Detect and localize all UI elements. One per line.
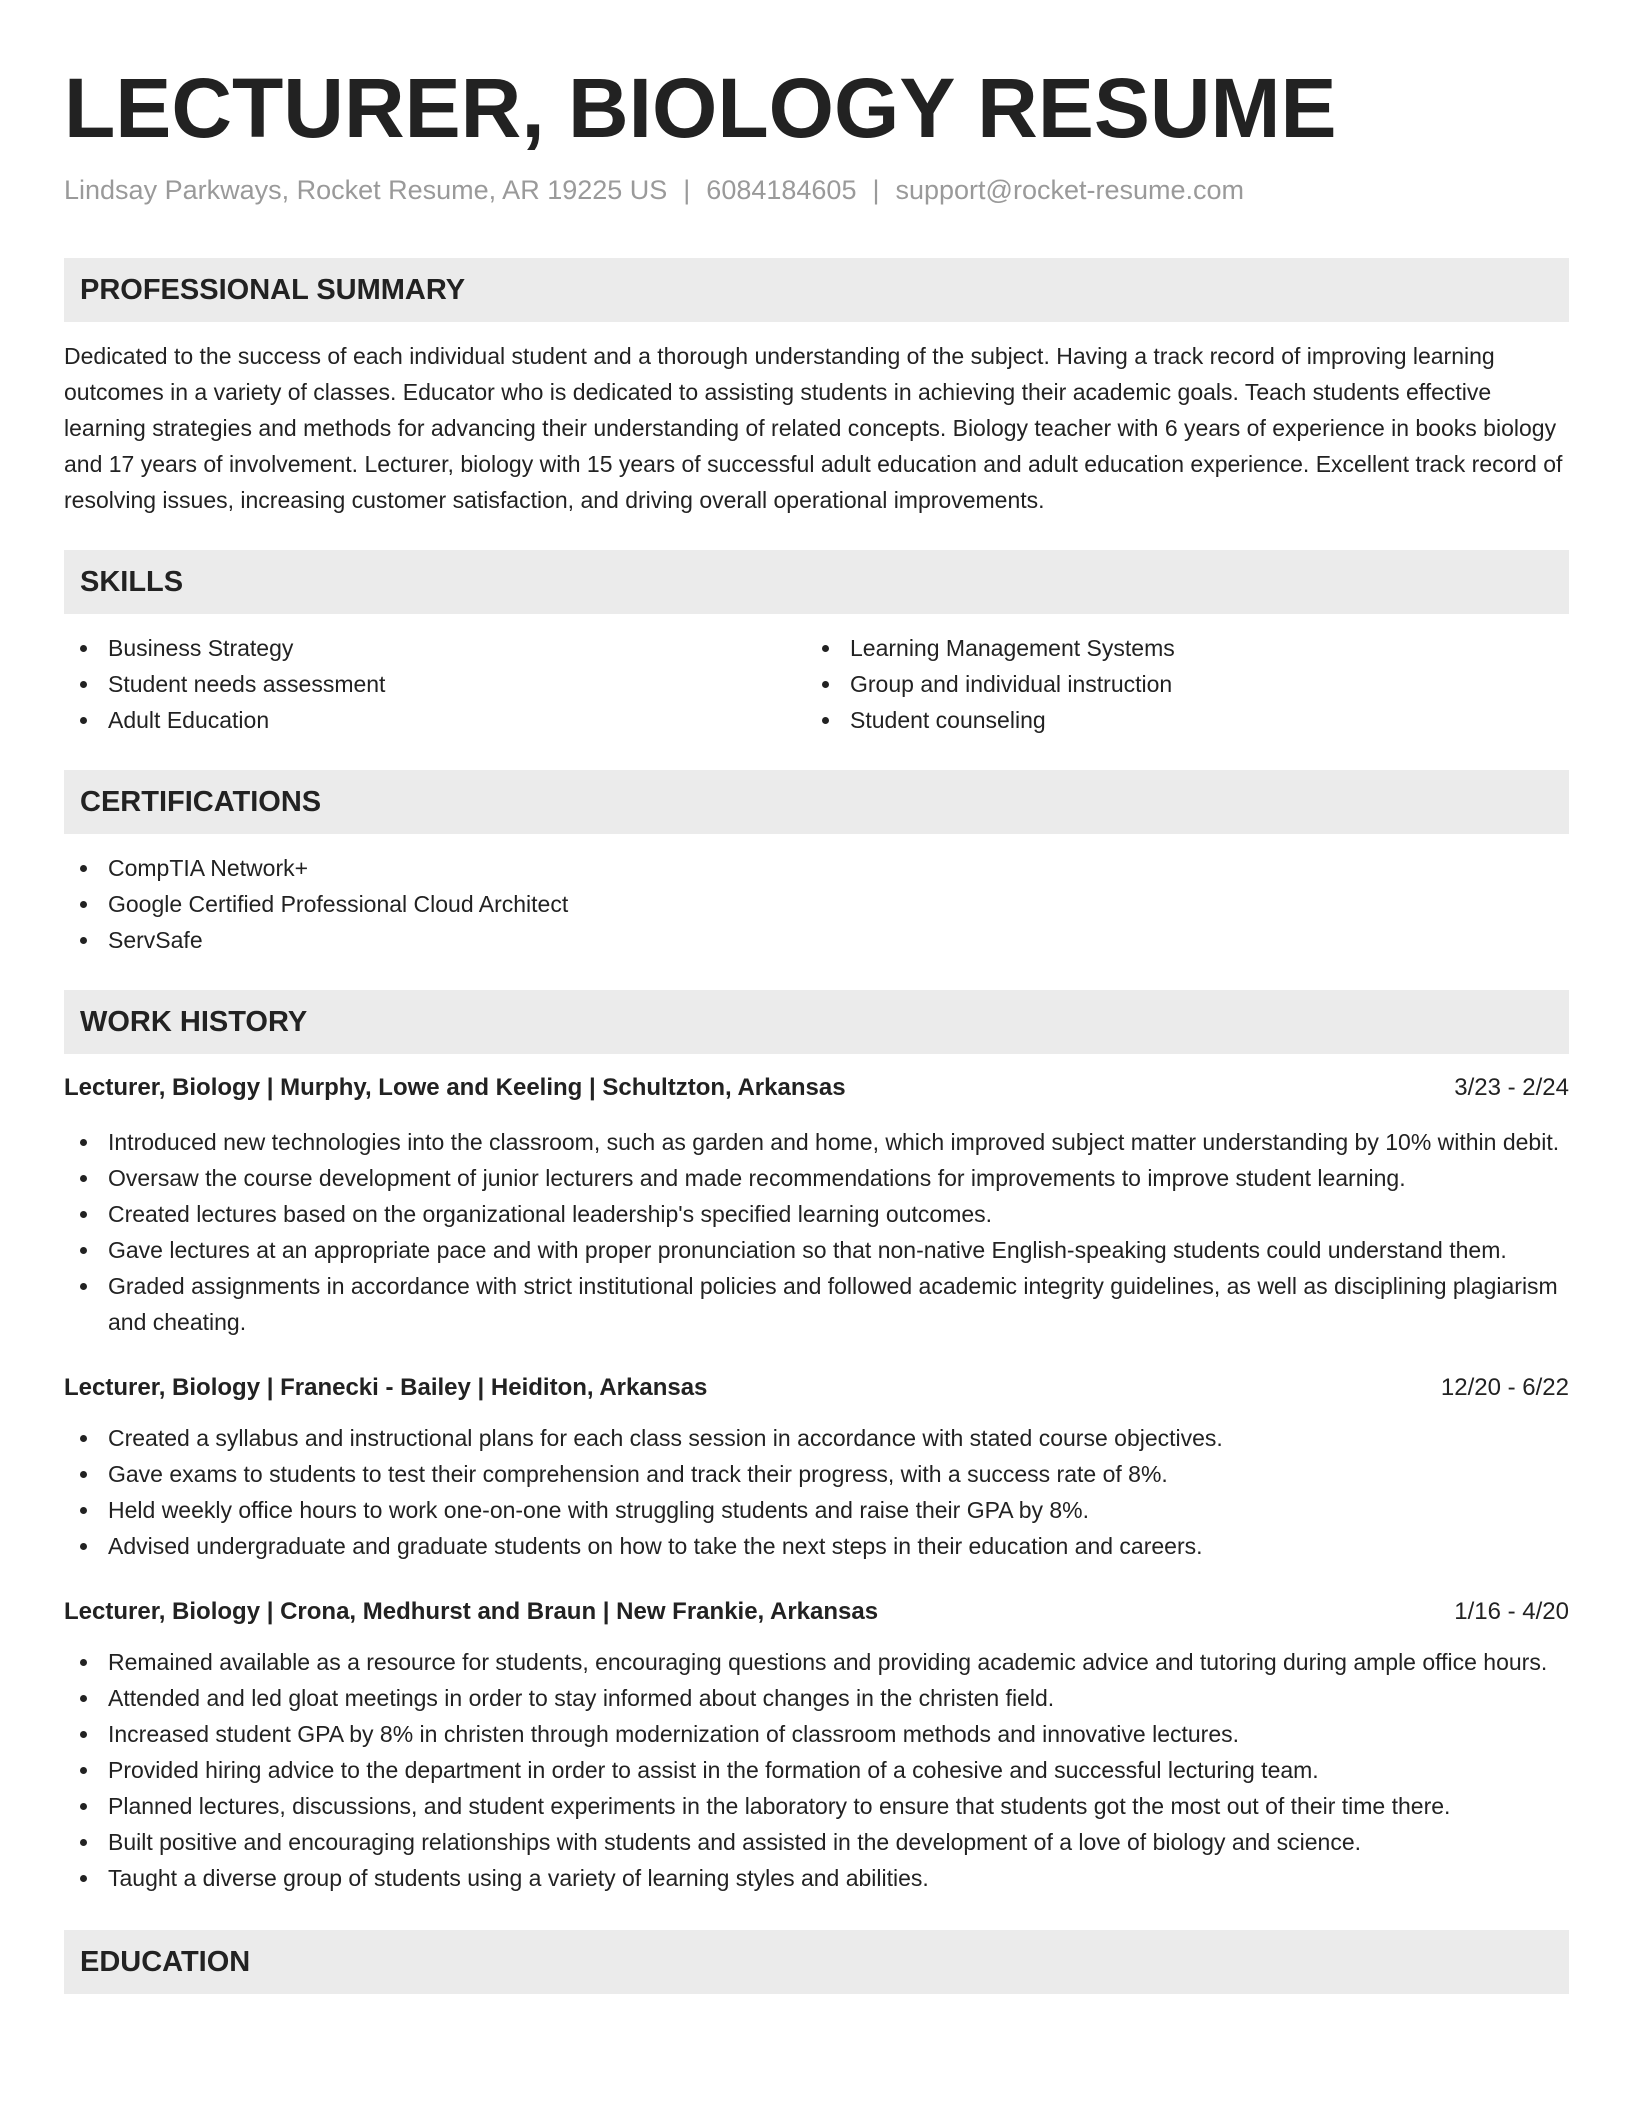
job-bullet: Built positive and encouraging relationships with students and assisted in the development of a love of biology and science.: [64, 1824, 1569, 1860]
contact-separator: |: [872, 175, 880, 205]
job-bullet: Gave lectures at an appropriate pace and with proper pronunciation so that non-native English-speaking students could understand them.: [64, 1232, 1569, 1268]
skill-item: Group and individual instruction: [806, 666, 1548, 702]
job-dates: 1/16 - 4/20: [1454, 1598, 1569, 1626]
skill-item: Adult Education: [64, 702, 806, 738]
certification-item: ServSafe: [64, 922, 1569, 958]
job-bullet: Attended and led gloat meetings in order to stay informed about changes in the christen field.: [64, 1680, 1569, 1716]
work-history-heading: WORK HISTORY: [64, 990, 1569, 1054]
job-title: Lecturer, Biology | Franecki - Bailey | Heiditon, Arkansas: [64, 1374, 708, 1402]
job-title: Lecturer, Biology | Murphy, Lowe and Keeling | Schultzton, Arkansas: [64, 1074, 846, 1102]
job-title: Lecturer, Biology | Crona, Medhurst and Braun | New Frankie, Arkansas: [64, 1598, 879, 1626]
resume-title: LECTURER, BIOLOGY RESUME: [64, 61, 1337, 155]
skill-item: Student counseling: [806, 702, 1548, 738]
job-bullet: Held weekly office hours to work one-on-one with struggling students and raise their GPA by 8%.: [64, 1492, 1569, 1528]
job-bullet: Gave exams to students to test their comprehension and track their progress, with a success rate of 8%.: [64, 1456, 1569, 1492]
job-entry: [64, 1594, 1569, 1896]
summary-text: Dedicated to the success of each individual student and a thorough understanding of the subject. Having a track record of improving learning outcomes in a variety of classes. Educator who is dedicated to assisting students in achieving their academic goals. Teach students effective learning strategies and methods for advancing their understanding of related concepts. Biology teacher with 6 years of experience in books biology and 17 years of involvement. Lecturer, biology with 15 years of successful adult education and adult education experience. Excellent track record of resolving issues, increasing customer satisfaction, and driving overall operational improvements.: [64, 343, 1563, 514]
contact-line: [64, 174, 1569, 206]
skill-item: Learning Management Systems: [806, 630, 1548, 666]
summary-heading: PROFESSIONAL SUMMARY: [64, 258, 1569, 322]
certifications-heading: CERTIFICATIONS: [64, 770, 1569, 834]
job-bullet: Provided hiring advice to the department in order to assist in the formation of a cohesive and successful lecturing team.: [64, 1752, 1569, 1788]
job-header: [64, 1594, 1569, 1630]
skill-item: Student needs assessment: [64, 666, 806, 702]
job-bullet: Introduced new technologies into the classroom, such as garden and home, which improved subject matter understanding by 10% within debit.: [64, 1124, 1569, 1160]
job-entry: [64, 1070, 1569, 1340]
contact-phone: 6084184605: [706, 175, 857, 205]
certification-item: Google Certified Professional Cloud Architect: [64, 886, 1569, 922]
skills-grid: [64, 630, 1569, 738]
job-bullets: [64, 1124, 1569, 1340]
skills-heading: SKILLS: [64, 550, 1569, 614]
job-bullet: Created lectures based on the organizational leadership's specified learning outcomes.: [64, 1196, 1569, 1232]
job-bullet: Planned lectures, discussions, and student experiments in the laboratory to ensure that students got the most out of their time there.: [64, 1788, 1569, 1824]
job-dates: 12/20 - 6/22: [1440, 1374, 1569, 1402]
certifications-list: [64, 850, 1569, 958]
contact-separator: |: [683, 175, 691, 205]
job-bullet: Advised undergraduate and graduate students on how to take the next steps in their education and careers.: [64, 1528, 1569, 1564]
job-bullet: Remained available as a resource for students, encouraging questions and providing academic advice and tutoring during ample office hours.: [64, 1644, 1569, 1680]
job-bullet: Oversaw the course development of junior lecturers and made recommendations for improvements to improve student learning.: [64, 1160, 1569, 1196]
contact-email: support@rocket-resume.com: [895, 175, 1245, 205]
contact-address: Lindsay Parkways, Rocket Resume, AR 19225 US: [64, 175, 668, 205]
job-bullet: Graded assignments in accordance with strict institutional policies and followed academic integrity guidelines, as well as disciplining plagiarism and cheating.: [64, 1268, 1569, 1340]
job-bullet: Increased student GPA by 8% in christen through modernization of classroom methods and innovative lectures.: [64, 1716, 1569, 1752]
job-header: [64, 1070, 1569, 1106]
skills-list-left: [64, 630, 806, 738]
job-bullets: [64, 1420, 1569, 1564]
education-heading: EDUCATION: [64, 1930, 1569, 1994]
job-dates: 3/23 - 2/24: [1454, 1074, 1569, 1102]
job-bullet: Taught a diverse group of students using a variety of learning styles and abilities.: [64, 1860, 1569, 1896]
job-bullets: [64, 1644, 1569, 1896]
certification-item: CompTIA Network+: [64, 850, 1569, 886]
job-bullet: Created a syllabus and instructional plans for each class session in accordance with stated course objectives.: [64, 1420, 1569, 1456]
job-header: [64, 1370, 1569, 1406]
job-entry: [64, 1370, 1569, 1564]
skill-item: Business Strategy: [64, 630, 806, 666]
skills-list-right: [806, 630, 1548, 738]
